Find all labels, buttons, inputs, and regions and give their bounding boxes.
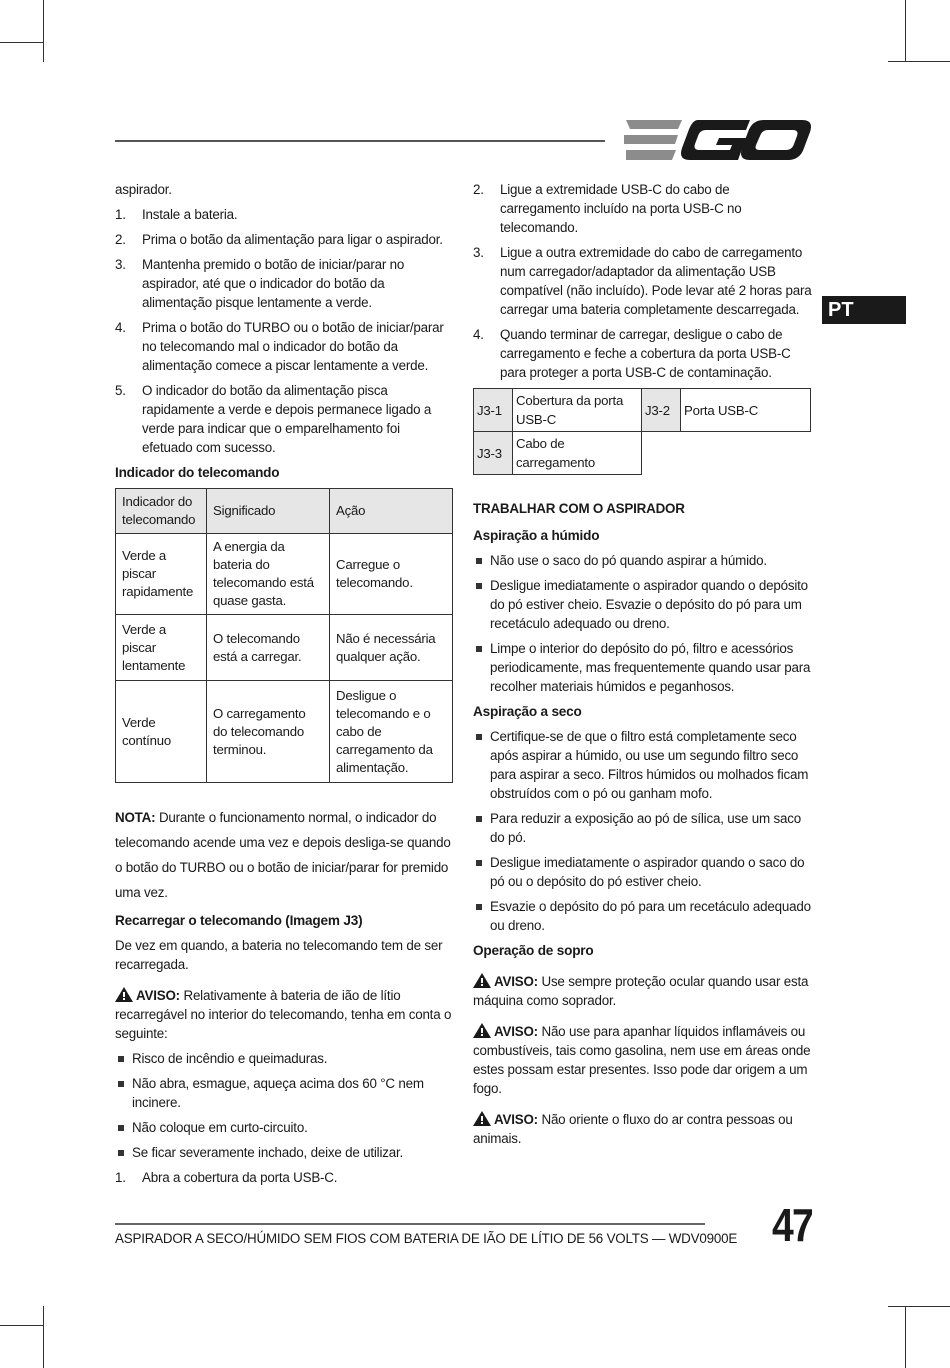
warning: AVISO: Não oriente o fluxo do ar contra pessoas ou animais.	[473, 1112, 793, 1146]
warning-icon	[473, 1111, 491, 1126]
crop-mark	[43, 1306, 44, 1368]
section-heading: Recarregar o telecomando (Imagem J3)	[115, 913, 363, 928]
crop-mark	[888, 61, 950, 62]
crop-mark	[905, 0, 906, 62]
crop-mark	[905, 1306, 906, 1368]
warning-icon	[115, 987, 133, 1002]
ego-logo	[622, 118, 812, 162]
indicator-table	[115, 488, 453, 783]
list-item: Não abra, esmague, aqueça acima dos 60 °C nem incinere.	[115, 1074, 453, 1112]
warning-icon	[473, 1023, 491, 1038]
section-heading: Operação de sopro	[473, 943, 594, 958]
page-number: 47	[772, 1199, 813, 1251]
paragraph: De vez em quando, a bateria no telecomando tem de ser recarregada.	[115, 938, 443, 972]
table-row: Verde contínuo O carregamento do telecomando terminou. Desligue o telecomando e o cabo de carregamento da alimentação.	[116, 681, 453, 783]
right-column	[473, 180, 813, 1154]
list-item: Limpe o interior do depósito do pó, filtro e acessórios periodicamente, mas frequentemente quando usar para recolher materiais húmidos e peganhosos.	[473, 639, 813, 696]
intro-text: aspirador.	[115, 182, 172, 197]
table-row: Verde a piscar rapidamente A energia da bateria do telecomando está quase gasta. Carregue o telecomando.	[116, 534, 453, 615]
section-heading: Aspiração a húmido	[473, 528, 600, 543]
j3-parts-table	[473, 388, 811, 475]
section-title: TRABALHAR COM O ASPIRADOR	[473, 501, 685, 516]
list-item: 5. O indicador do botão da alimentação pisca rapidamente a verde e depois permanece ligado a verde para indicar que o emparelhamento foi efetuado com sucesso.	[115, 383, 432, 455]
crop-mark	[0, 1325, 44, 1326]
list-item: Certifique-se de que o filtro está completamente seco após aspirar a húmido, ou use um segundo filtro seco para aspirar a seco. Filtros húmidos ou molhados ficam obstruídos com o pó ou ganham mofo.	[473, 727, 813, 803]
warning: AVISO: Use sempre proteção ocular quando usar esta máquina como soprador.	[473, 974, 809, 1008]
warning-icon	[473, 973, 491, 988]
list-item: Desligue imediatamente o aspirador quando o depósito do pó estiver cheio. Esvazie o depósito do pó para um recetáculo adequado ou dreno.	[473, 576, 813, 633]
list-item: Risco de incêndio e queimaduras.	[115, 1049, 453, 1068]
list-item: 2. Prima o botão da alimentação para ligar o aspirador.	[115, 232, 443, 247]
list-item: 3. Mantenha premido o botão de iniciar/parar no aspirador, até que o indicador do botão da alimentação pisque lentamente a verde.	[115, 257, 405, 310]
list-item: Esvazie o depósito do pó para um recetáculo adequado ou dreno.	[473, 897, 813, 935]
list-item: 1. Instale a bateria.	[115, 207, 238, 222]
table-header-row: Indicador do telecomando Significado Ação	[116, 489, 453, 534]
note: NOTA: Durante o funcionamento normal, o indicador do telecomando acende uma vez e depois desliga-se quando o botão do TURBO ou o botão de iniciar/parar for premido uma vez.	[115, 810, 451, 900]
language-tab: PT	[822, 296, 906, 324]
section-heading: Indicador do telecomando	[115, 465, 280, 480]
list-item: 4. Prima o botão do TURBO ou o botão de iniciar/parar no telecomando mal o indicador do botão da alimentação comece a piscar lentamente a verde.	[115, 320, 444, 373]
header-rule	[115, 140, 605, 142]
section-heading: Aspiração a seco	[473, 704, 582, 719]
list-item: 2. Ligue a extremidade USB-C do cabo de carregamento incluído na porta USB-C no telecomando.	[473, 182, 742, 235]
list-item: 3. Ligue a outra extremidade do cabo de carregamento num carregador/adaptador da alimentação USB compatível (não incluído). Pode levar até 2 horas para carregar uma bateria completamente descarregada.	[473, 245, 812, 317]
table-row: J3-3 Cabo de carregamento	[474, 432, 811, 475]
crop-mark	[0, 42, 44, 43]
list-item: Não use o saco do pó quando aspirar a húmido.	[473, 551, 813, 570]
left-column	[115, 180, 453, 1193]
warning: AVISO: Não use para apanhar líquidos inflamáveis ou combustíveis, tais como gasolina, nem use em áreas onde estes possam estar presentes. Isso pode dar origem a um fogo.	[473, 1024, 811, 1096]
crop-mark	[888, 1306, 950, 1307]
list-item: Não coloque em curto-circuito.	[115, 1118, 453, 1137]
list-item: Desligue imediatamente o aspirador quando o saco do pó ou o depósito do pó estiver cheio.	[473, 853, 813, 891]
crop-mark	[43, 0, 44, 62]
table-row: J3-1 Cobertura da porta USB-C J3-2 Porta USB-C	[474, 389, 811, 432]
warning: AVISO: Relativamente à bateria de ião de lítio recarregável no interior do telecomando, tenha em conta o seguinte:	[115, 988, 452, 1041]
list-item: 1. Abra a cobertura da porta USB-C.	[115, 1170, 338, 1185]
footer-rule	[115, 1223, 705, 1225]
footer-text: ASPIRADOR A SECO/HÚMIDO SEM FIOS COM BATERIA DE IÃO DE LÍTIO DE 56 VOLTS — WDV0900E	[115, 1231, 738, 1246]
table-row: Verde a piscar lentamente O telecomando está a carregar. Não é necessária qualquer ação.	[116, 615, 453, 681]
list-item: Para reduzir a exposição ao pó de sílica, use um saco do pó.	[473, 809, 813, 847]
list-item: 4. Quando terminar de carregar, desligue o cabo de carregamento e feche a cobertura da porta USB-C para proteger a porta USB-C de contaminação.	[473, 327, 791, 380]
list-item: Se ficar severamente inchado, deixe de utilizar.	[115, 1143, 453, 1162]
